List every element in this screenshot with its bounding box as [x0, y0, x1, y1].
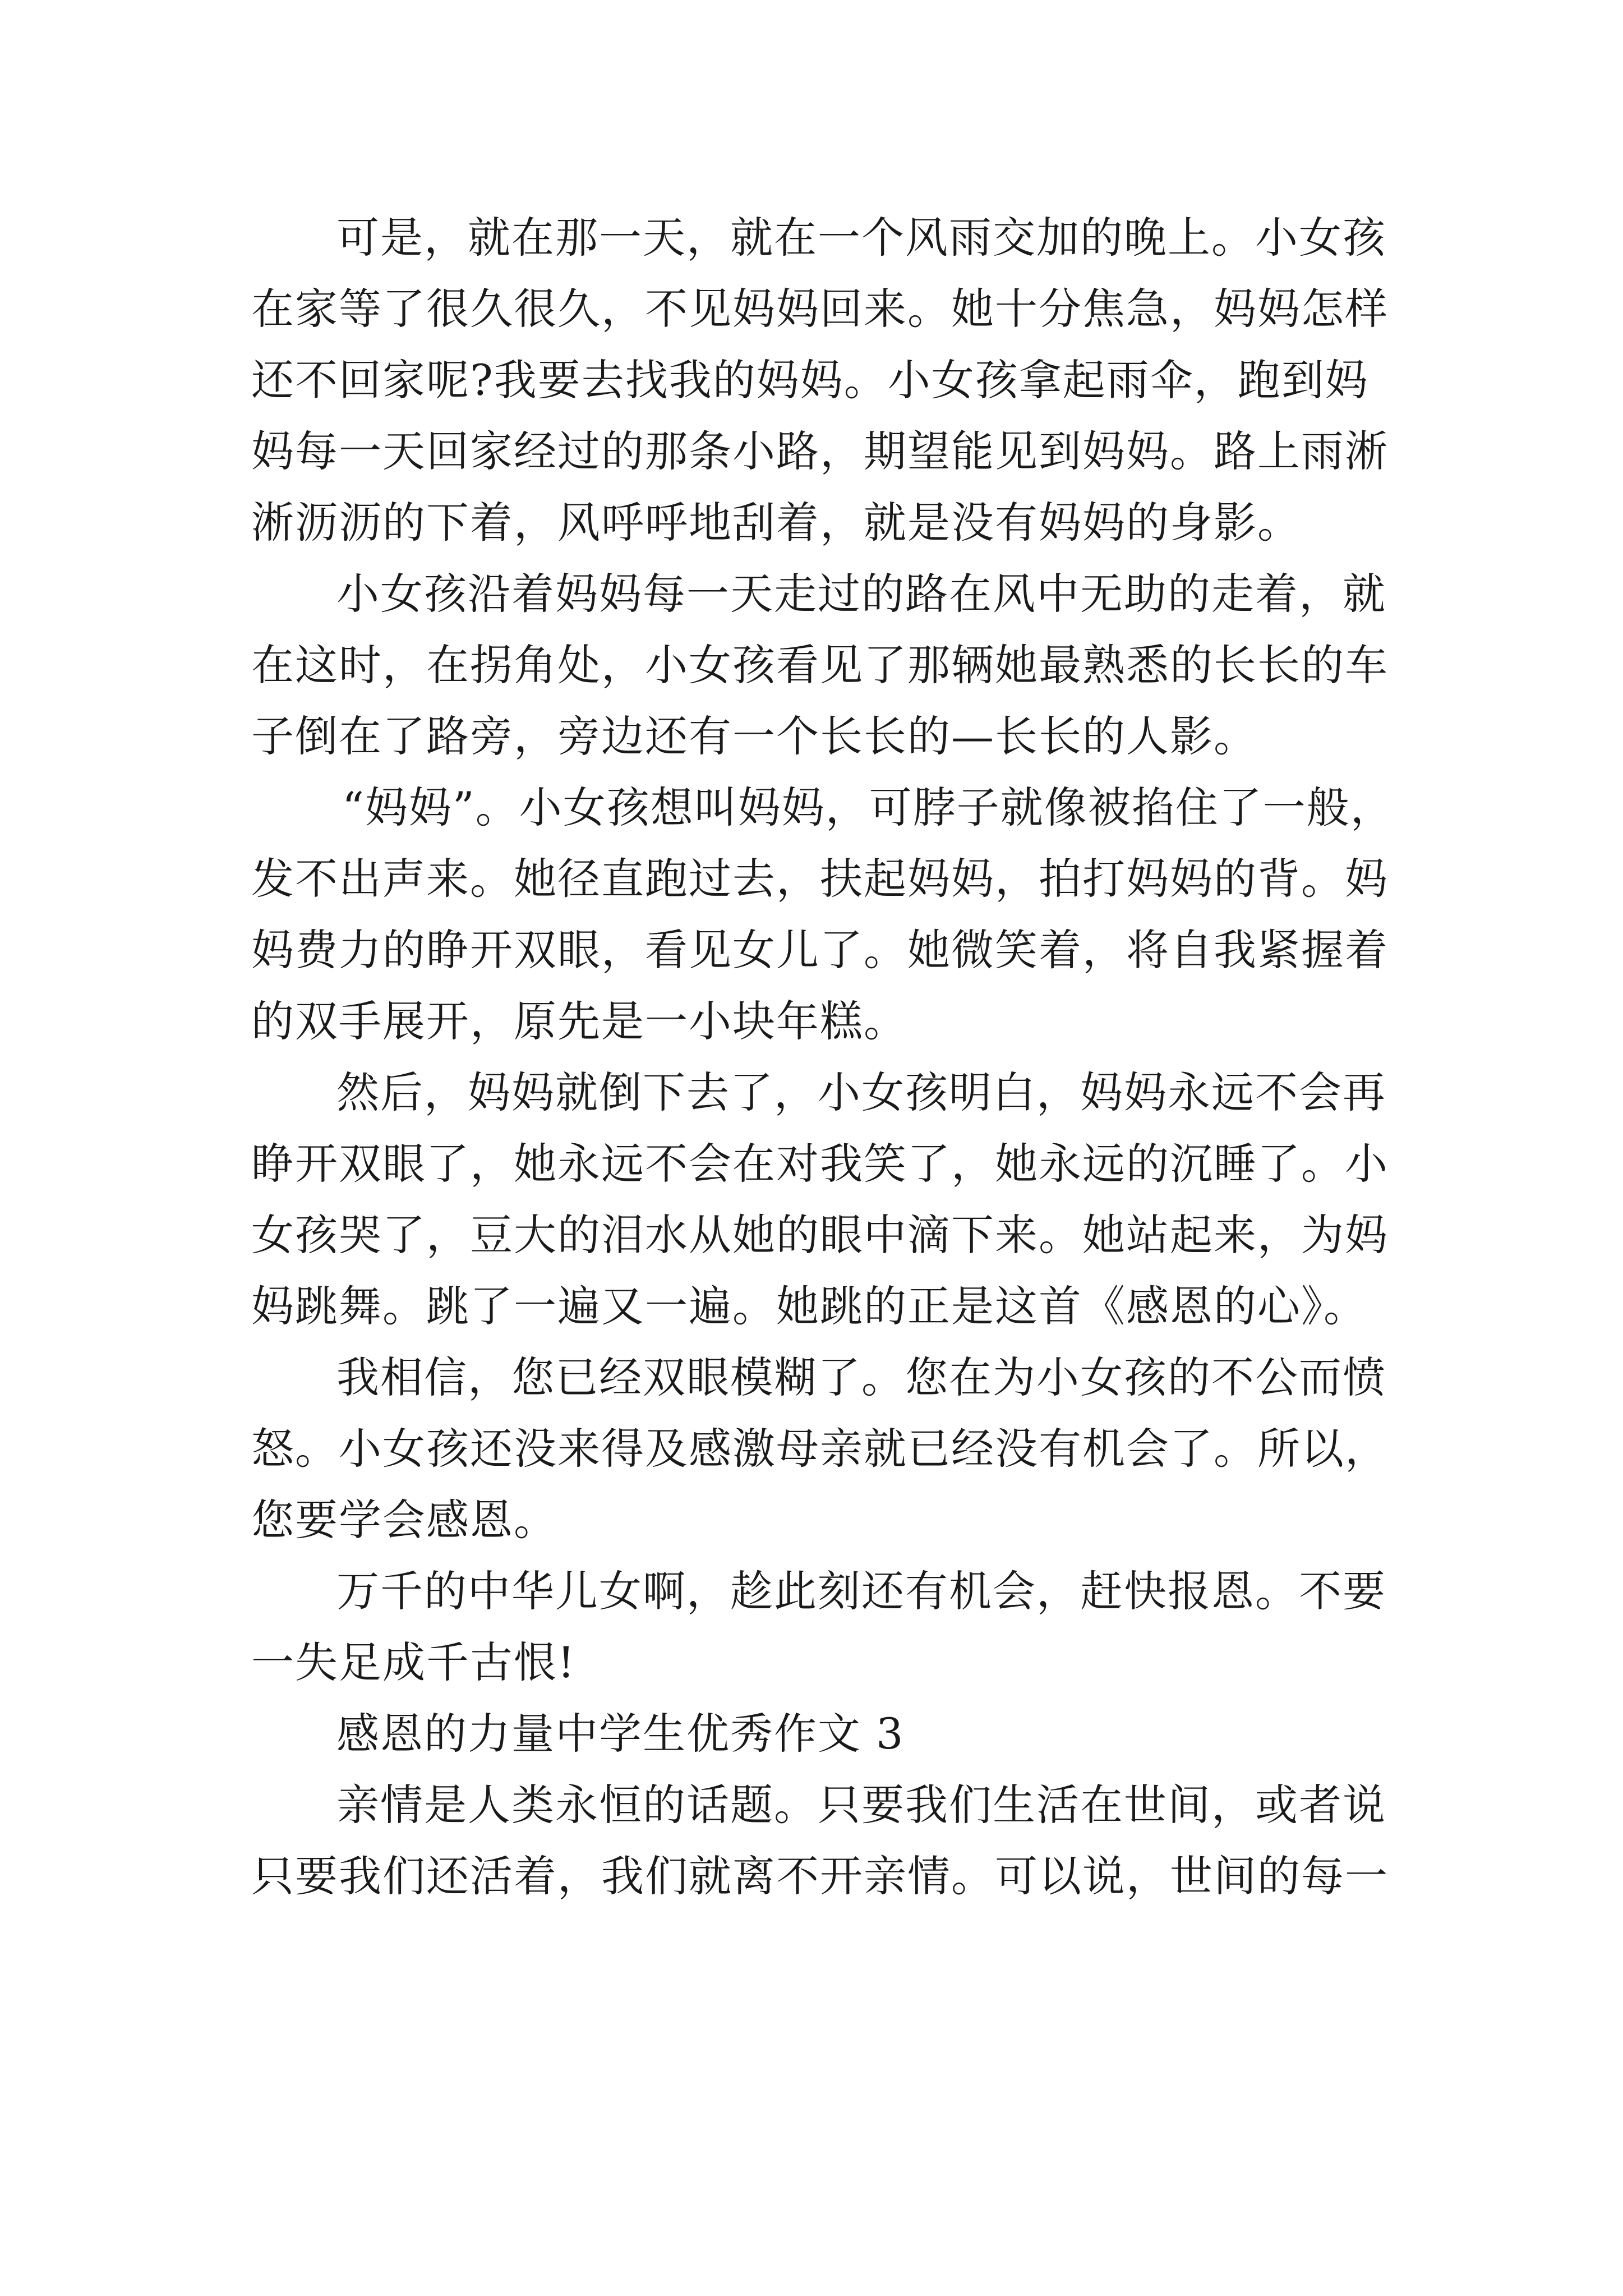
text-line: 妈每一天回家经过的那条小路，期望能见到妈妈。路上雨淅 [251, 426, 1389, 476]
text-line: 子倒在了路旁，旁边还有一个长长的—长长的人影。 [251, 711, 1257, 761]
text-line: 妈跳舞。跳了一遍又一遍。她跳的正是这首《感恩的心》。 [251, 1281, 1367, 1331]
text-line: 在这时，在拐角处，小女孩看见了那辆她最熟悉的长长的车 [251, 640, 1389, 690]
text-line: 可是，就在那一天，就在一个风雨交加的晚上。小女孩 [336, 213, 1386, 263]
section-heading: 感恩的力量中学生优秀作文 3 [336, 1709, 905, 1759]
text-line: 还不回家呢?我要去找我的妈妈。小女孩拿起雨伞，跑到妈 [251, 355, 1369, 405]
text-line: 妈费力的睁开双眼，看见女儿了。她微笑着，将自我紧握着 [251, 925, 1389, 975]
text-line: 只要我们还活着，我们就离不开亲情。可以说，世间的每一 [251, 1851, 1389, 1901]
text-line: 小女孩沿着妈妈每一天走过的路在风中无助的走着，就 [336, 569, 1386, 619]
text-line: 亲情是人类永恒的话题。只要我们生活在世间，或者说 [336, 1780, 1386, 1830]
text-line: 发不出声来。她径直跑过去，扶起妈妈，拍打妈妈的背。妈 [251, 854, 1389, 904]
text-line: 淅沥沥的下着，风呼呼地刮着，就是没有妈妈的身影。 [251, 498, 1301, 547]
text-line: 怒。小女孩还没来得及感激母亲就已经没有机会了。所以， [251, 1424, 1389, 1474]
text-line: 然后，妈妈就倒下去了，小女孩明白，妈妈永远不会再 [336, 1068, 1386, 1117]
text-line: 万千的中华儿女啊，趁此刻还有机会，赶快报恩。不要 [336, 1566, 1386, 1616]
text-line: 我相信，您已经双眼模糊了。您在为小女孩的不公而愤 [336, 1352, 1386, 1402]
text-line: 一失足成千古恨! [251, 1637, 576, 1687]
text-line: 女孩哭了，豆大的泪水从她的眼中滴下来。她站起来，为妈 [251, 1210, 1389, 1260]
text-line: 您要学会感恩。 [251, 1495, 557, 1545]
text-line: 睁开双眼了，她永远不会在对我笑了，她永远的沉睡了。小 [251, 1139, 1389, 1189]
text-line: 的双手展开，原先是一小块年糕。 [251, 996, 907, 1046]
essay-body [251, 202, 1395, 1912]
text-line: 在家等了很久很久，不见妈妈回来。她十分焦急，妈妈怎样 [251, 284, 1389, 334]
text-line: “妈妈”。小女孩想叫妈妈，可脖子就像被掐住了一般， [342, 783, 1394, 832]
